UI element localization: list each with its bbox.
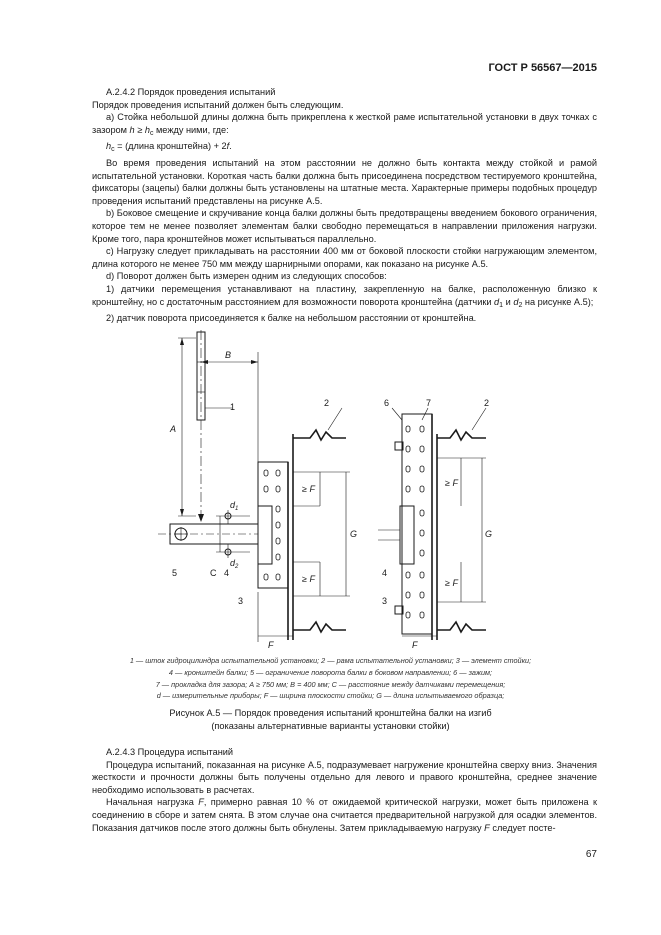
- label-F: F: [268, 640, 274, 648]
- paragraph: Процедура испытаний, показанная на рисунке А.5, подразумевает нагружение кронштейна сверху вниз. Значения жесткости и прочности должны быть получены отдельно для левого и правого кронштейна, среднее значение необходимо использовать в расчетах.: [92, 759, 597, 795]
- label-A: A: [170, 424, 177, 434]
- bracket-left: [258, 506, 272, 564]
- section-heading: А.2.4.2 Порядок проведения испытаний: [106, 87, 276, 97]
- paragraph-b: b) Боковое смещение и скручивание конца балки должны быть предотвращены введением бокового ограничения, которое тем не менее позволяет элементам балки свободно перемещаться в направлении приложения нагрузки. Кроме того, пара кронштейнов может испытываться параллельно.: [92, 208, 597, 244]
- label-geF-right: ≥ F: [445, 578, 458, 588]
- figure-legend: [62, 655, 599, 702]
- label-3-right: 3: [382, 596, 388, 606]
- paragraph-d: d) Поворот должен быть измерен одним из следующих способов:: [106, 271, 387, 282]
- legend-line: 7 — прокладка для зазора; A ≥ 750 мм; B = 400 мм; C — расстояние между датчиками перемещения;: [155, 679, 506, 689]
- legend-line: 1 — шток гидроцилиндра испытательной установки; 2 — рама испытательной установки; 3 — элемент стойки;: [129, 656, 532, 665]
- caption-line: (показаны альтернативные варианты установки стойки): [211, 720, 450, 731]
- label-2: 2: [324, 398, 330, 408]
- label-geF: ≥ F: [302, 574, 315, 584]
- label-1: 1: [230, 402, 236, 412]
- section-a243: [92, 746, 597, 834]
- label-4-right: 4: [382, 568, 388, 578]
- paragraph: Начальная нагрузка F, примерно равная 10 % от ожидаемой критической нагрузки, может быть приложена к соединению в сборе и затем снята. В этом случае она считается предварительной нагрузкой для осадки элементов. Показания датчиков после этого должны быть обнулены. Затем прикладываемую нагрузку F следует посте-: [92, 797, 597, 833]
- legend-line: 4 — кронштейн балки; 5 — ограничение поворота балки в боковом направлении; 6 — зажим;: [168, 667, 493, 677]
- label-C: C: [210, 568, 217, 578]
- label-F-right: F: [412, 640, 418, 648]
- section-a242: [92, 86, 597, 325]
- formula-hc: $h_c$ = (длина кронштейна) + 2f.: [106, 141, 232, 154]
- label-4: 4: [224, 568, 230, 578]
- paragraph-c: с) Нагрузку следует прикладывать на расстоянии 400 мм от боковой плоскости стойки нагружающим элементом, длина которого не менее 750 мм между шарнирными опорами, как показано на рисунке А.5.: [92, 246, 597, 269]
- figure-a5-diagram: [150, 330, 520, 648]
- standard-number: ГОСТ Р 56567—2015: [488, 62, 597, 74]
- paragraph-a: а) Стойка небольшой длины должна быть прикреплена к жесткой раме испытательной установки в двух точках с зазором $h \ge h_c$ между ними, где:: [92, 112, 597, 137]
- caption-line: Рисунок А.5 — Порядок проведения испытаний кронштейна балки на изгиб: [169, 708, 492, 718]
- label-d2: $d_2$: [230, 558, 239, 570]
- label-G: G: [350, 529, 358, 539]
- label-geF: ≥ F: [302, 484, 315, 494]
- page-number: 67: [585, 849, 597, 860]
- label-G-right: G: [485, 529, 493, 539]
- paragraph: Порядок проведения испытаний должен быть следующим.: [92, 99, 344, 110]
- label-B: B: [225, 350, 232, 360]
- label-5: 5: [172, 568, 178, 578]
- paragraph-d2: 2) датчик поворота присоединяется к балке на небольшом расстоянии от кронштейна.: [106, 313, 477, 324]
- paragraph: Во время проведения испытаний на этом расстоянии не должно быть контакта между стойкой и рамой испытательной установки. Короткая часть балки должна быть присоединена посредством тестируемого кронштейна, фиксаторы (зацепы) балки должны быть установлены на штатные места. Характерные примеры подобных процедур проведения испытаний представлены на рисунке А.5.: [92, 157, 597, 206]
- label-3: 3: [238, 596, 244, 606]
- paragraph-d1: 1) датчики перемещения устанавливают на пластину, закрепленную на балке, расположенную близко к кронштейну, но с достаточным расстоянием для возможности поворота кронштейна (датчики $d_1$ и $d_2$ на рисунке А.5);: [92, 283, 597, 309]
- label-d1: $d_1$: [230, 500, 239, 512]
- label-6: 6: [384, 398, 390, 408]
- label-7: 7: [426, 398, 432, 408]
- label-2-right: 2: [484, 398, 490, 408]
- upright-left: [258, 462, 288, 588]
- figure-caption: [62, 707, 599, 732]
- legend-line: d — измерительные приборы; F — ширина плоскости стойки; G — длина испытываемого образца;: [156, 691, 505, 701]
- section-heading: А.2.4.3 Процедура испытаний: [106, 747, 234, 757]
- label-geF-right: ≥ F: [445, 478, 458, 488]
